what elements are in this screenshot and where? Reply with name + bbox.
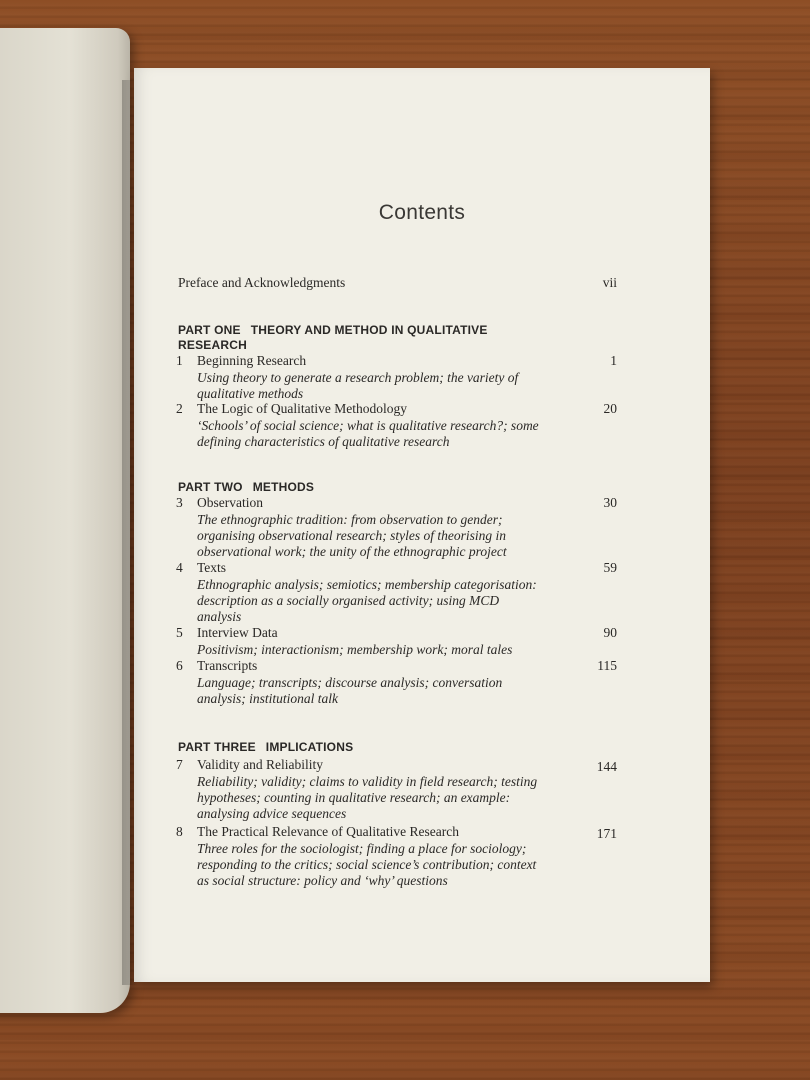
chapter-description-line: analysis; institutional talk	[197, 691, 338, 706]
chapter-title: Interview Data	[197, 625, 278, 640]
chapter-title: The Logic of Qualitative Methodology	[197, 401, 407, 416]
part-three-heading	[178, 739, 353, 755]
chapter-description-line: Using theory to generate a research problem; the variety of	[197, 370, 519, 385]
part-label: PART TWO	[178, 480, 243, 494]
part-two-heading	[178, 479, 314, 495]
page-title: Contents	[378, 201, 466, 224]
chapter-page-number: 115	[597, 658, 617, 673]
chapter-description-line: defining characteristics of qualitative research	[197, 434, 450, 449]
chapter-title: Observation	[197, 495, 263, 510]
chapter-title: Texts	[197, 560, 227, 575]
contents-page	[134, 68, 710, 982]
chapter-title: The Practical Relevance of Qualitative Research	[197, 824, 459, 839]
chapter-page-number: 20	[603, 401, 617, 416]
chapter-title: Beginning Research	[197, 353, 307, 368]
chapter-description-line: description as a socially organised activity; using MCD	[197, 593, 500, 608]
chapter-description-line: organising observational research; styles of theorising in	[197, 528, 506, 543]
preface-page-number: vii	[602, 275, 617, 290]
facing-page	[0, 28, 130, 1013]
chapter-page-number: 1	[610, 353, 617, 368]
chapter-description-line: ‘Schools’ of social science; what is qualitative research?; some	[197, 418, 539, 433]
part-title: THEORY AND METHOD IN QUALITATIVE	[250, 323, 488, 337]
chapter-number: 1	[176, 353, 183, 368]
chapter-page-number: 144	[596, 759, 617, 774]
chapter-description-line: Ethnographic analysis; semiotics; membership categorisation:	[197, 577, 537, 592]
chapter-description-line: Three roles for the sociologist; finding a place for sociology;	[197, 841, 527, 856]
chapter-number: 5	[176, 625, 183, 640]
part-label: PART ONE	[178, 323, 241, 337]
chapter-description-line: Language; transcripts; discourse analysis; conversation	[197, 675, 503, 690]
chapter-number: 2	[176, 401, 183, 416]
part-title: IMPLICATIONS	[265, 740, 354, 754]
chapter-number: 6	[176, 658, 183, 673]
chapter-number: 8	[176, 824, 183, 839]
chapter-page-number: 59	[603, 560, 617, 575]
chapter-description-line: hypotheses; counting in qualitative research; an example:	[197, 790, 511, 805]
chapter-description-line: observational work; the unity of the ethnographic project	[197, 544, 507, 559]
chapter-description-line: as social structure: policy and ‘why’ questions	[197, 873, 448, 888]
chapter-number: 7	[176, 757, 183, 772]
chapter-description-line: analysis	[197, 609, 242, 624]
chapter-number: 4	[176, 560, 183, 575]
preface-entry: Preface and Acknowledgments	[178, 275, 346, 290]
part-label: PART THREE	[178, 740, 256, 754]
chapter-page-number: 90	[603, 625, 617, 640]
chapter-number: 3	[176, 495, 183, 510]
chapter-title: Transcripts	[197, 658, 258, 673]
chapter-description-line: Positivism; interactionism; membership work; moral tales	[197, 642, 513, 657]
chapter-description-line: Reliability; validity; claims to validity in field research; testing	[197, 774, 538, 789]
part-one-heading-continued: RESEARCH	[178, 338, 247, 352]
chapter-page-number: 30	[603, 495, 617, 510]
chapter-description-line: analysing advice sequences	[197, 806, 347, 821]
part-title: METHODS	[252, 480, 315, 494]
chapter-description-line: The ethnographic tradition: from observation to gender;	[197, 512, 503, 527]
chapter-page-number: 171	[596, 826, 617, 841]
chapter-title: Validity and Reliability	[197, 757, 323, 772]
chapter-description-line: qualitative methods	[197, 386, 304, 401]
part-one-heading	[178, 322, 488, 338]
chapter-description-line: responding to the critics; social science’s contribution; context	[197, 857, 537, 872]
